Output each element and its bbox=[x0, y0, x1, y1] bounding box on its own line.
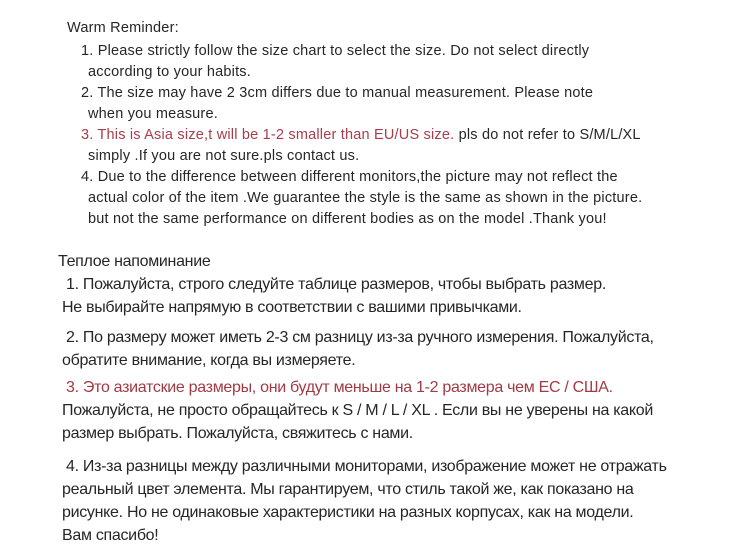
russian-item-1 bbox=[0, 273, 750, 319]
russian-item-3-red-line: 3. Это азиатские размеры, они будут меньше на 1-2 размера чем ЕС / США. bbox=[66, 379, 613, 396]
english-item-2-line-2: when you measure. bbox=[88, 106, 218, 122]
english-reminder-section bbox=[0, 18, 750, 230]
russian-item-4-line-3: рисунке. Но не одинаковые характеристики на разных корпусах, как на модели. bbox=[62, 504, 634, 521]
russian-item-2 bbox=[0, 326, 750, 372]
russian-item-4-line-4: Вам спасибо! bbox=[62, 527, 159, 544]
russian-item-1-line-2: Не выбирайте напрямую в соответствии с вашими привычками. bbox=[62, 299, 522, 316]
russian-item-2-line-1: 2. По размеру может иметь 2-3 см разницу из-за ручного измерения. Пожалуйста, bbox=[66, 329, 654, 346]
russian-item-2-line-2: обратите внимание, когда вы измеряете. bbox=[62, 352, 356, 369]
russian-item-3-line-3: размер выбрать. Пожалуйста, свяжитесь с нами. bbox=[62, 425, 413, 442]
english-item-4-line-2: actual color of the item .We guarantee the style is the same as shown in the picture. bbox=[88, 190, 643, 206]
russian-reminder-section bbox=[0, 250, 750, 547]
english-item-3-red-text: 3. This is Asia size,t will be 1-2 smaller than EU/US size. bbox=[81, 127, 455, 143]
russian-item-1-line-1: 1. Пожалуйста, строго следуйте таблице размеров, чтобы выбрать размер. bbox=[66, 276, 606, 293]
english-item-4-line-3: but not the same performance on different bodies as on the model .Thank you! bbox=[88, 211, 607, 227]
english-item-3-line-2: simply .If you are not sure.pls contact us. bbox=[88, 148, 360, 164]
english-item-1-line-2: according to your habits. bbox=[88, 64, 251, 80]
russian-item-4 bbox=[0, 455, 750, 547]
english-item-2-line-1: 2. The size may have 2 3cm differs due to manual measurement. Please note bbox=[81, 85, 594, 101]
english-item-4-line-1: 4. Due to the difference between different monitors,the picture may not reflect the bbox=[81, 169, 618, 185]
russian-title: Теплое напоминание bbox=[58, 253, 211, 270]
russian-item-3 bbox=[0, 376, 750, 445]
english-item-3-line-1 bbox=[81, 125, 750, 146]
english-item-3-black-text: pls do not refer to S/M/L/XL bbox=[454, 127, 641, 143]
russian-item-4-line-1: 4. Из-за разницы между различными мониторами, изображение может не отражать bbox=[66, 458, 667, 475]
english-list bbox=[0, 41, 750, 230]
russian-item-4-line-2: реальный цвет элемента. Мы гарантируем, что стиль такой же, как показано на bbox=[62, 481, 634, 498]
english-item-1-line-1: 1. Please strictly follow the size chart to select the size. Do not select directly bbox=[81, 43, 590, 59]
russian-item-3-line-2: Пожалуйста, не просто обращайтесь к S / M / L / XL . Если вы не уверены на какой bbox=[62, 402, 654, 419]
english-title: Warm Reminder: bbox=[67, 20, 179, 36]
